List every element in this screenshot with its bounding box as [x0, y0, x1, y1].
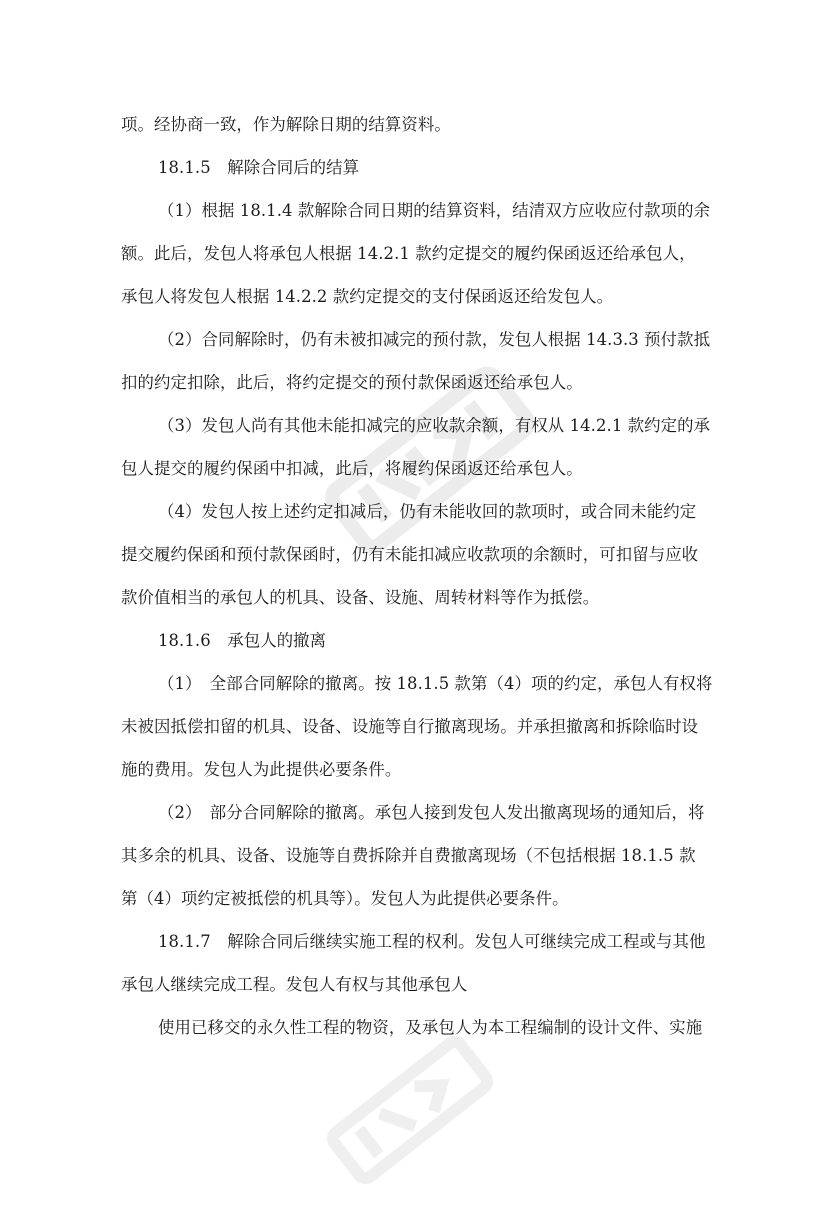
- paragraph-line: （1） 全部合同解除的撤离。按 18.1.5 款第（4）项的约定，承包人有权将: [158, 674, 713, 693]
- paragraph-line: 包人提交的履约保函中扣减，此后，将履约保函返还给承包人。: [121, 459, 583, 478]
- section-heading-18-1-6: 18.1.6 承包人的撤离: [158, 631, 327, 650]
- paragraph-line: 承包人继续完成工程。发包人有权与其他承包人: [121, 975, 468, 994]
- paragraph-line: （2）合同解除时，仍有未被扣减完的预付款，发包人根据 14.3.3 预付款抵: [158, 330, 711, 349]
- paragraph-line: 项。经协商一致，作为解除日期的结算资料。: [121, 115, 451, 134]
- section-heading-18-1-7: 18.1.7 解除合同后继续实施工程的权利。发包人可继续完成工程或与其他: [158, 932, 706, 951]
- paragraph-line: （1）根据 18.1.4 款解除合同日期的结算资料，结清双方应收应付款项的余: [158, 201, 711, 220]
- paragraph-line: 使用已移交的永久性工程的物资，及承包人为本工程编制的设计文件、实施: [158, 1018, 703, 1037]
- paragraph-line: 其多余的机具、设备、设施等自费拆除并自费撤离现场（不包括根据 18.1.5 款: [121, 846, 696, 865]
- paragraph-line: 提交履约保函和预付款保函时，仍有未能扣减应收款项的余额时，可扣留与应收: [121, 545, 699, 564]
- paragraph-line: 款价值相当的承包人的机具、设备、设施、周转材料等作为抵偿。: [121, 588, 600, 607]
- paragraph-line: 额。此后，发包人将承包人根据 14.2.1 款约定提交的履约保函返还给承包人，: [121, 244, 696, 263]
- paragraph-line: （3）发包人尚有其他未能扣减完的应收款余额，有权从 14.2.1 款约定的承: [158, 416, 711, 435]
- paragraph-line: 扣的约定扣除，此后，将约定提交的预付款保函返还给承包人。: [121, 373, 583, 392]
- paragraph-line: （2） 部分合同解除的撤离。承包人接到发包人发出撤离现场的通知后，将: [158, 803, 705, 822]
- watermark-stamp-bottom: [310, 1010, 510, 1210]
- section-heading-18-1-5: 18.1.5 解除合同后的结算: [158, 158, 360, 177]
- paragraph-line: 未被因抵偿扣留的机具、设备、设施等自行撤离现场。并承担撤离和拆除临时设: [121, 717, 699, 736]
- paragraph-line: 施的费用。发包人为此提供必要条件。: [121, 760, 402, 779]
- paragraph-line: 承包人将发包人根据 14.2.2 款约定提交的支付保函返还给发包人。: [121, 287, 614, 306]
- paragraph-line: 第（4）项约定被抵偿的机具等）。发包人为此提供必要条件。: [121, 889, 569, 908]
- paragraph-line: （4）发包人按上述约定扣减后，仍有未能收回的款项时，或合同未能约定: [158, 502, 697, 521]
